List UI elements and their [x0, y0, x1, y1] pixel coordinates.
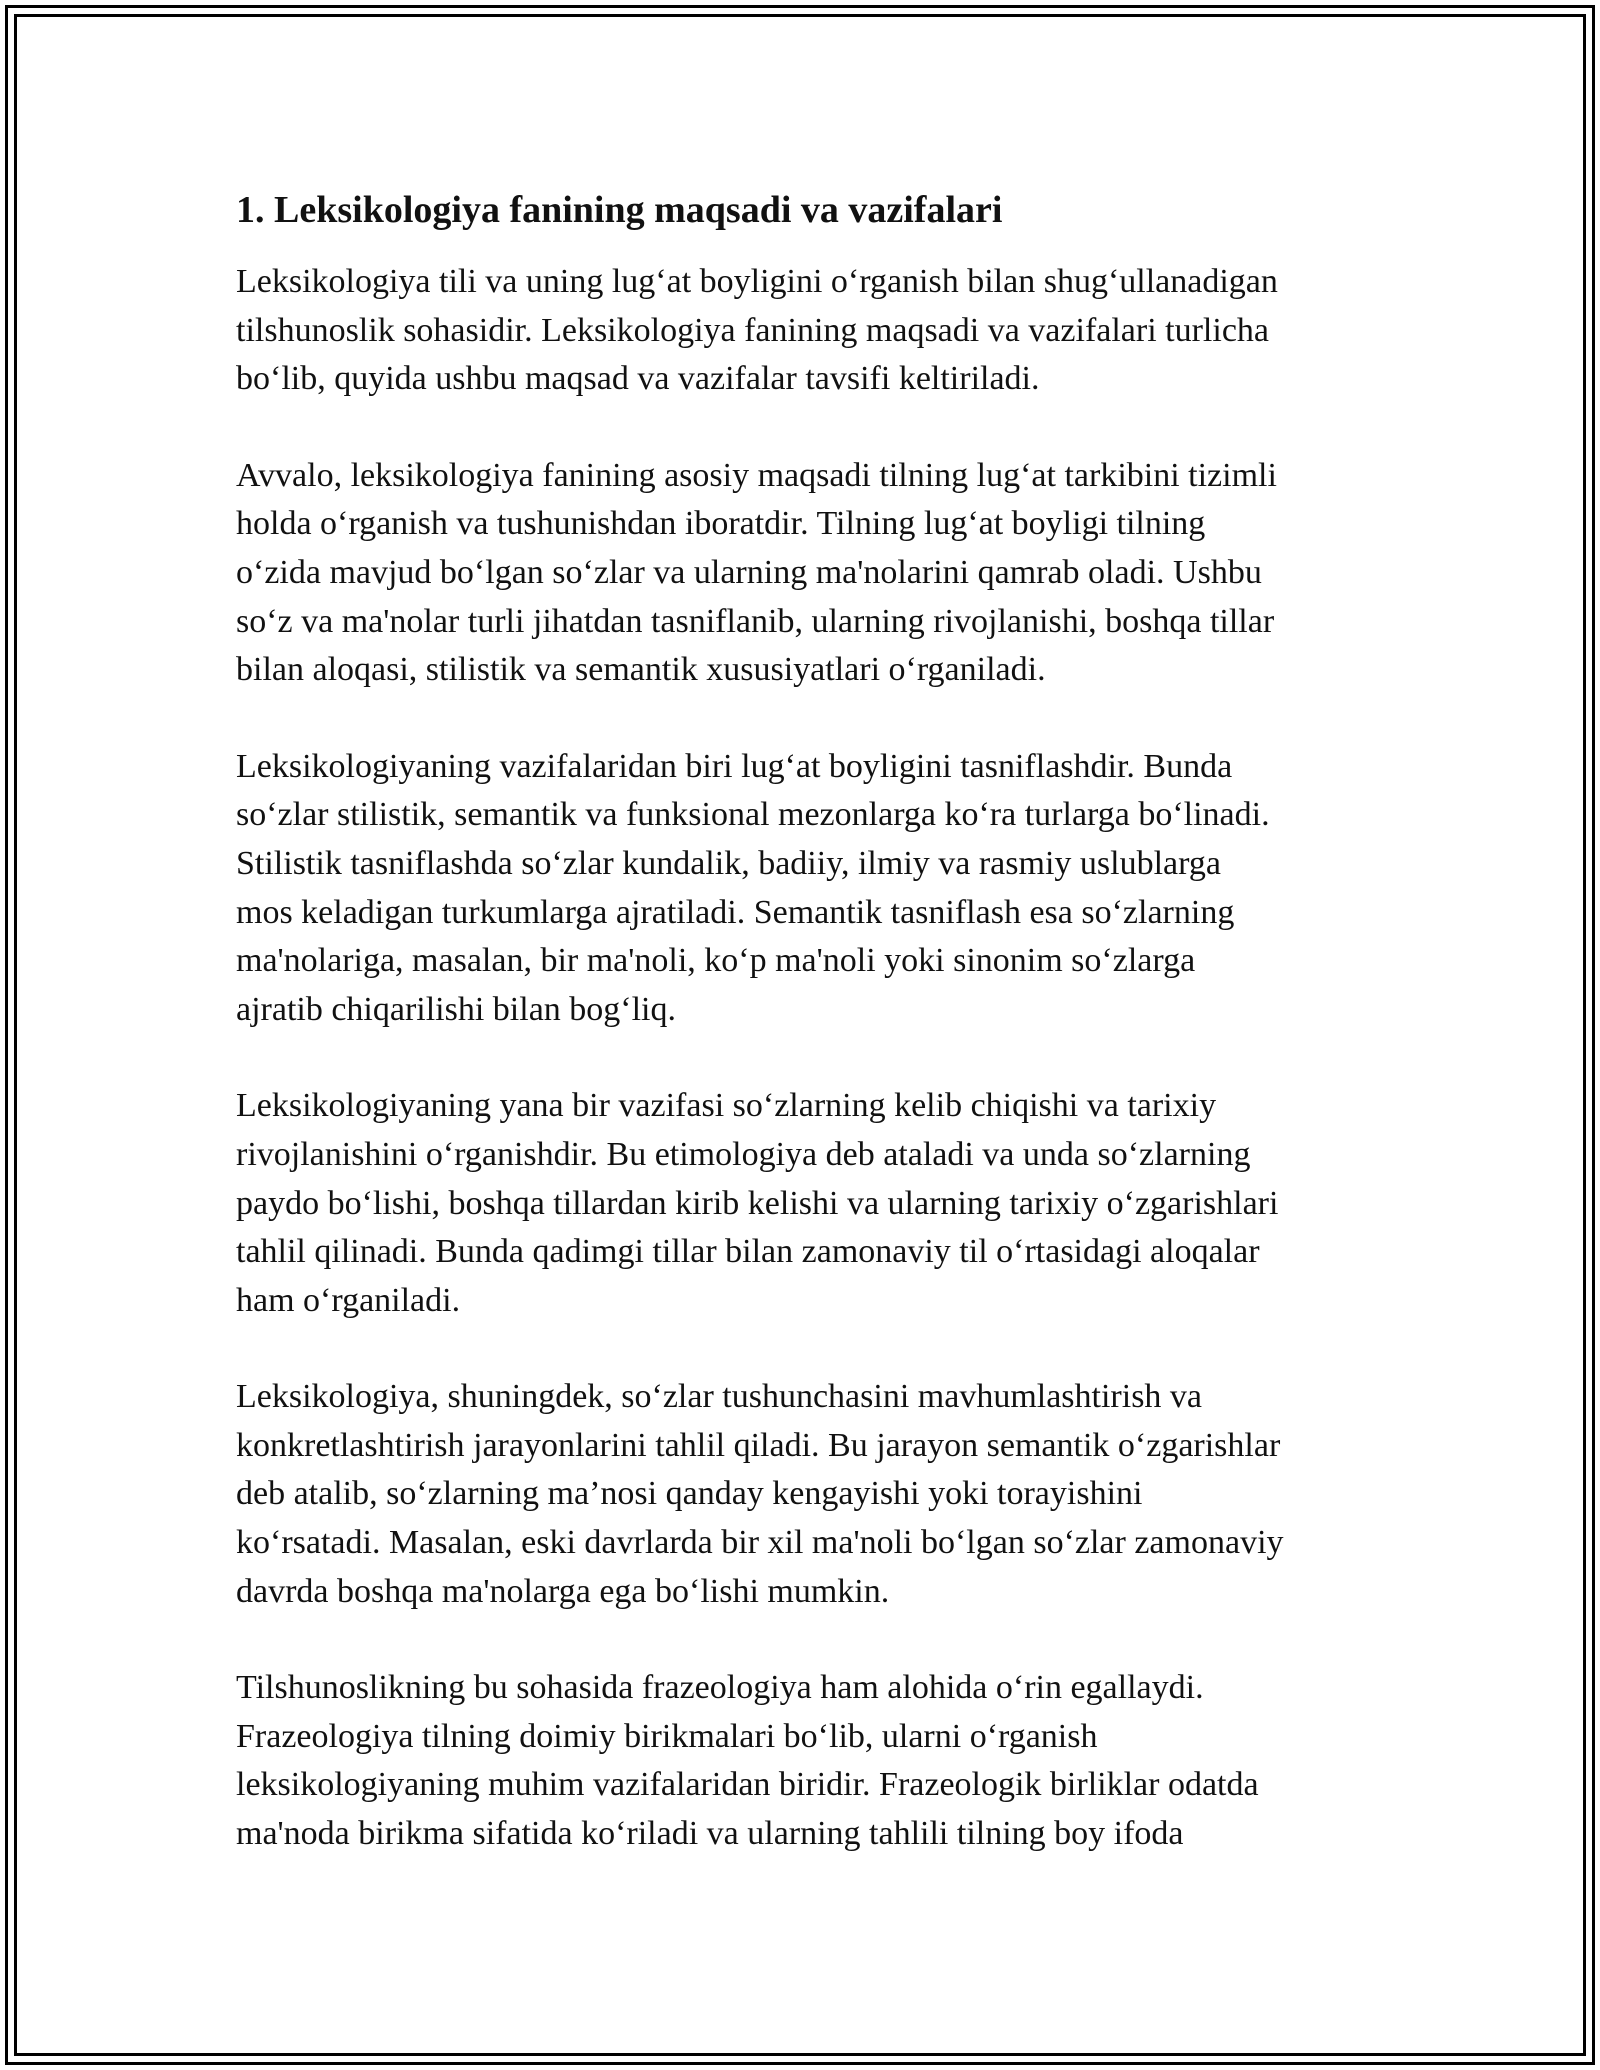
document-page — [236, 186, 1396, 1907]
paragraph-classification: Leksikologiyaning vazifalaridan biri lug‘at boyligini tasniflashdir. Bunda so‘zlar stilistik, semantik va funksional mezonlarga ko‘ra turlarga bo‘linadi. Stilistik tasniflashda so‘zlar kundalik, badiiy, ilmiy va rasmiy uslublarga mos keladigan turkumlarga ajratiladi. Semantik tasniflash esa so‘zlarning ma'nolariga, masalan, bir ma'noli, ko‘p ma'noli yoki sinonim so‘zlarga ajratib chiqarilishi bilan bog‘liq. — [236, 747, 1270, 1028]
paragraph-intro: Leksikologiya tili va uning lug‘at boyligini o‘rganish bilan shug‘ullanadigan tilshunoslik sohasidir. Leksikologiya fanining maqsadi va vazifalari turlicha bo‘lib, quyida ushbu maqsad va vazifalar tavsifi keltiriladi. — [236, 263, 1278, 398]
paragraph-semantic-change: Leksikologiya, shuningdek, so‘zlar tushunchasini mavhumlashtirish va konkretlashtirish jarayonlarini tahlil qiladi. Bu jarayon semantik o‘zgarishlar deb atalib, so‘zlarning ma’nosi qanday kengayishi yoki torayishini ko‘rsatadi. Masalan, eski davrlarda bir xil ma'noli bo‘lgan so‘zlar zamonaviy davrda boshqa ma'nolarga ega bo‘lishi mumkin. — [236, 1378, 1284, 1610]
paragraph-phraseology: Tilshunoslikning bu sohasida frazeologiya ham alohida o‘rin egallaydi. Frazeologiya tilning doimiy birikmalari bo‘lib, ularni o‘rganish leksikologiyaning muhim vazifalaridan biridir. Frazeologik birliklar odatda ma'noda birikma sifatida ko‘riladi va ularning tahlili tilning boy ifoda — [236, 1669, 1259, 1853]
section-heading: 1. Leksikologiya fanining maqsadi va vazifalari — [236, 189, 1003, 231]
paragraph-etymology: Leksikologiyaning yana bir vazifasi so‘zlarning kelib chiqishi va tarixiy rivojlanishini o‘rganishdir. Bu etimologiya deb ataladi va unda so‘zlarning paydo bo‘lishi, boshqa tillardan kirib kelishi va ularning tarixiy o‘zgarishlari tahlil qilinadi. Bunda qadimgi tillar bilan zamonaviy til o‘rtasidagi aloqalar ham o‘rganiladi. — [236, 1087, 1279, 1319]
paragraph-main-goal: Avvalo, leksikologiya fanining asosiy maqsadi tilning lug‘at tarkibini tizimli holda o‘rganish va tushunishdan iboratdir. Tilning lug‘at boyligi tilning o‘zida mavjud bo‘lgan so‘zlar va ularning ma'nolarini qamrab oladi. Ushbu so‘z va ma'nolar turli jihatdan tasniflanib, ularning rivojlanishi, boshqa tillar bilan aloqasi, stilistik va semantik xususiyatlari o‘rganiladi. — [236, 456, 1277, 689]
